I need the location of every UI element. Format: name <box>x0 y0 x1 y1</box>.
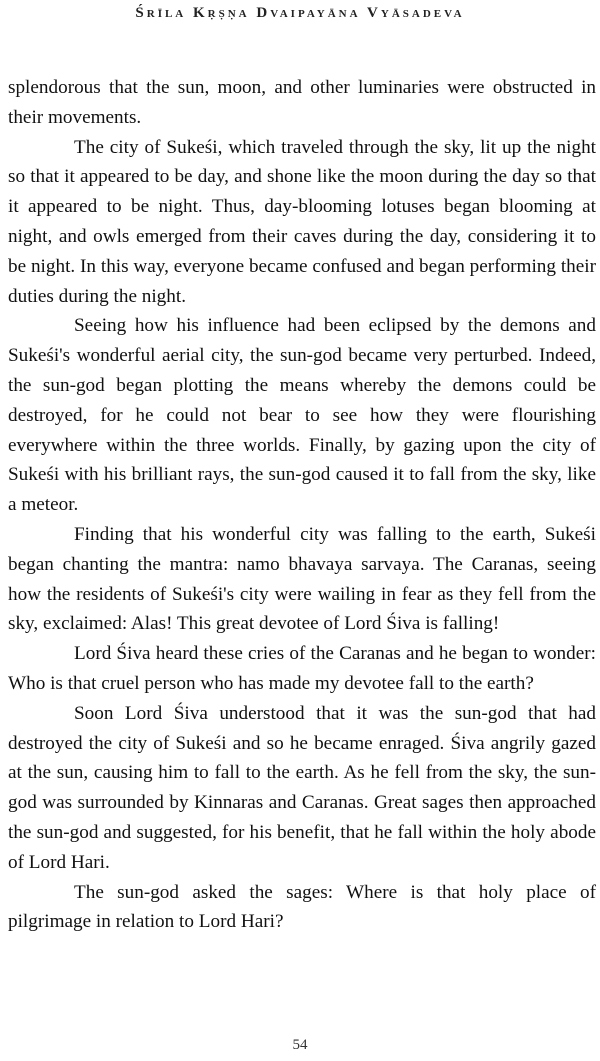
paragraph: The sun-god asked the sages: Where is that holy place of pilgrimage in relation to Lord Hari? <box>8 881 596 933</box>
paragraph: The city of Sukeśi, which traveled through the sky, lit up the night so that it appeared to be day, and shone like the moon during the day so that it appeared to be night. Thus, day-blooming lotuses began blooming at night, and owls emerged from their caves during the day, considering it to be night. In this way, everyone became confused and began performing their duties during the night. <box>8 136 596 307</box>
body-text <box>8 73 596 937</box>
paragraph: Seeing how his influence had been eclipsed by the demons and Sukeśi's wonderful aerial city, the sun-god became very perturbed. Indeed, the sun-god began plotting the means whereby the demons could be destroyed, for he could not bear to see how they were flourishing everywhere within the three worlds. Finally, by gazing upon the city of Sukeśi with his brilliant rays, the sun-god caused it to fall from the sky, like a meteor. <box>8 315 596 516</box>
paragraph: Soon Lord Śiva understood that it was the sun-god that had destroyed the city of Sukeśi and so he became enraged. Śiva angrily gazed at the sun, causing him to fall to the earth. As he fell from the sky, the sun-god was surrounded by Kinnaras and Caranas. Great sages then approached the sun-god and suggested, for his benefit, that he fall within the holy abode of Lord Hari. <box>8 702 596 873</box>
paragraph-continued: splendorous that the sun, moon, and other luminaries were obstructed in their movements. <box>8 77 596 128</box>
running-header: Śrīla Kṛṣṇa Dvaipayāna Vyāsadeva <box>135 5 465 21</box>
paragraph: Lord Śiva heard these cries of the Caranas and he began to wonder: Who is that cruel person who has made my devotee fall to the earth? <box>8 643 596 694</box>
page-number: 54 <box>292 1037 308 1053</box>
paragraph: Finding that his wonderful city was falling to the earth, Sukeśi began chanting the mantra: namo bhavaya sarvaya. The Caranas, seeing how the residents of Sukeśi's city were wailing in fear as they fell from the sky, exclaimed: Alas! This great devotee of Lord Śiva is falling! <box>8 523 596 635</box>
